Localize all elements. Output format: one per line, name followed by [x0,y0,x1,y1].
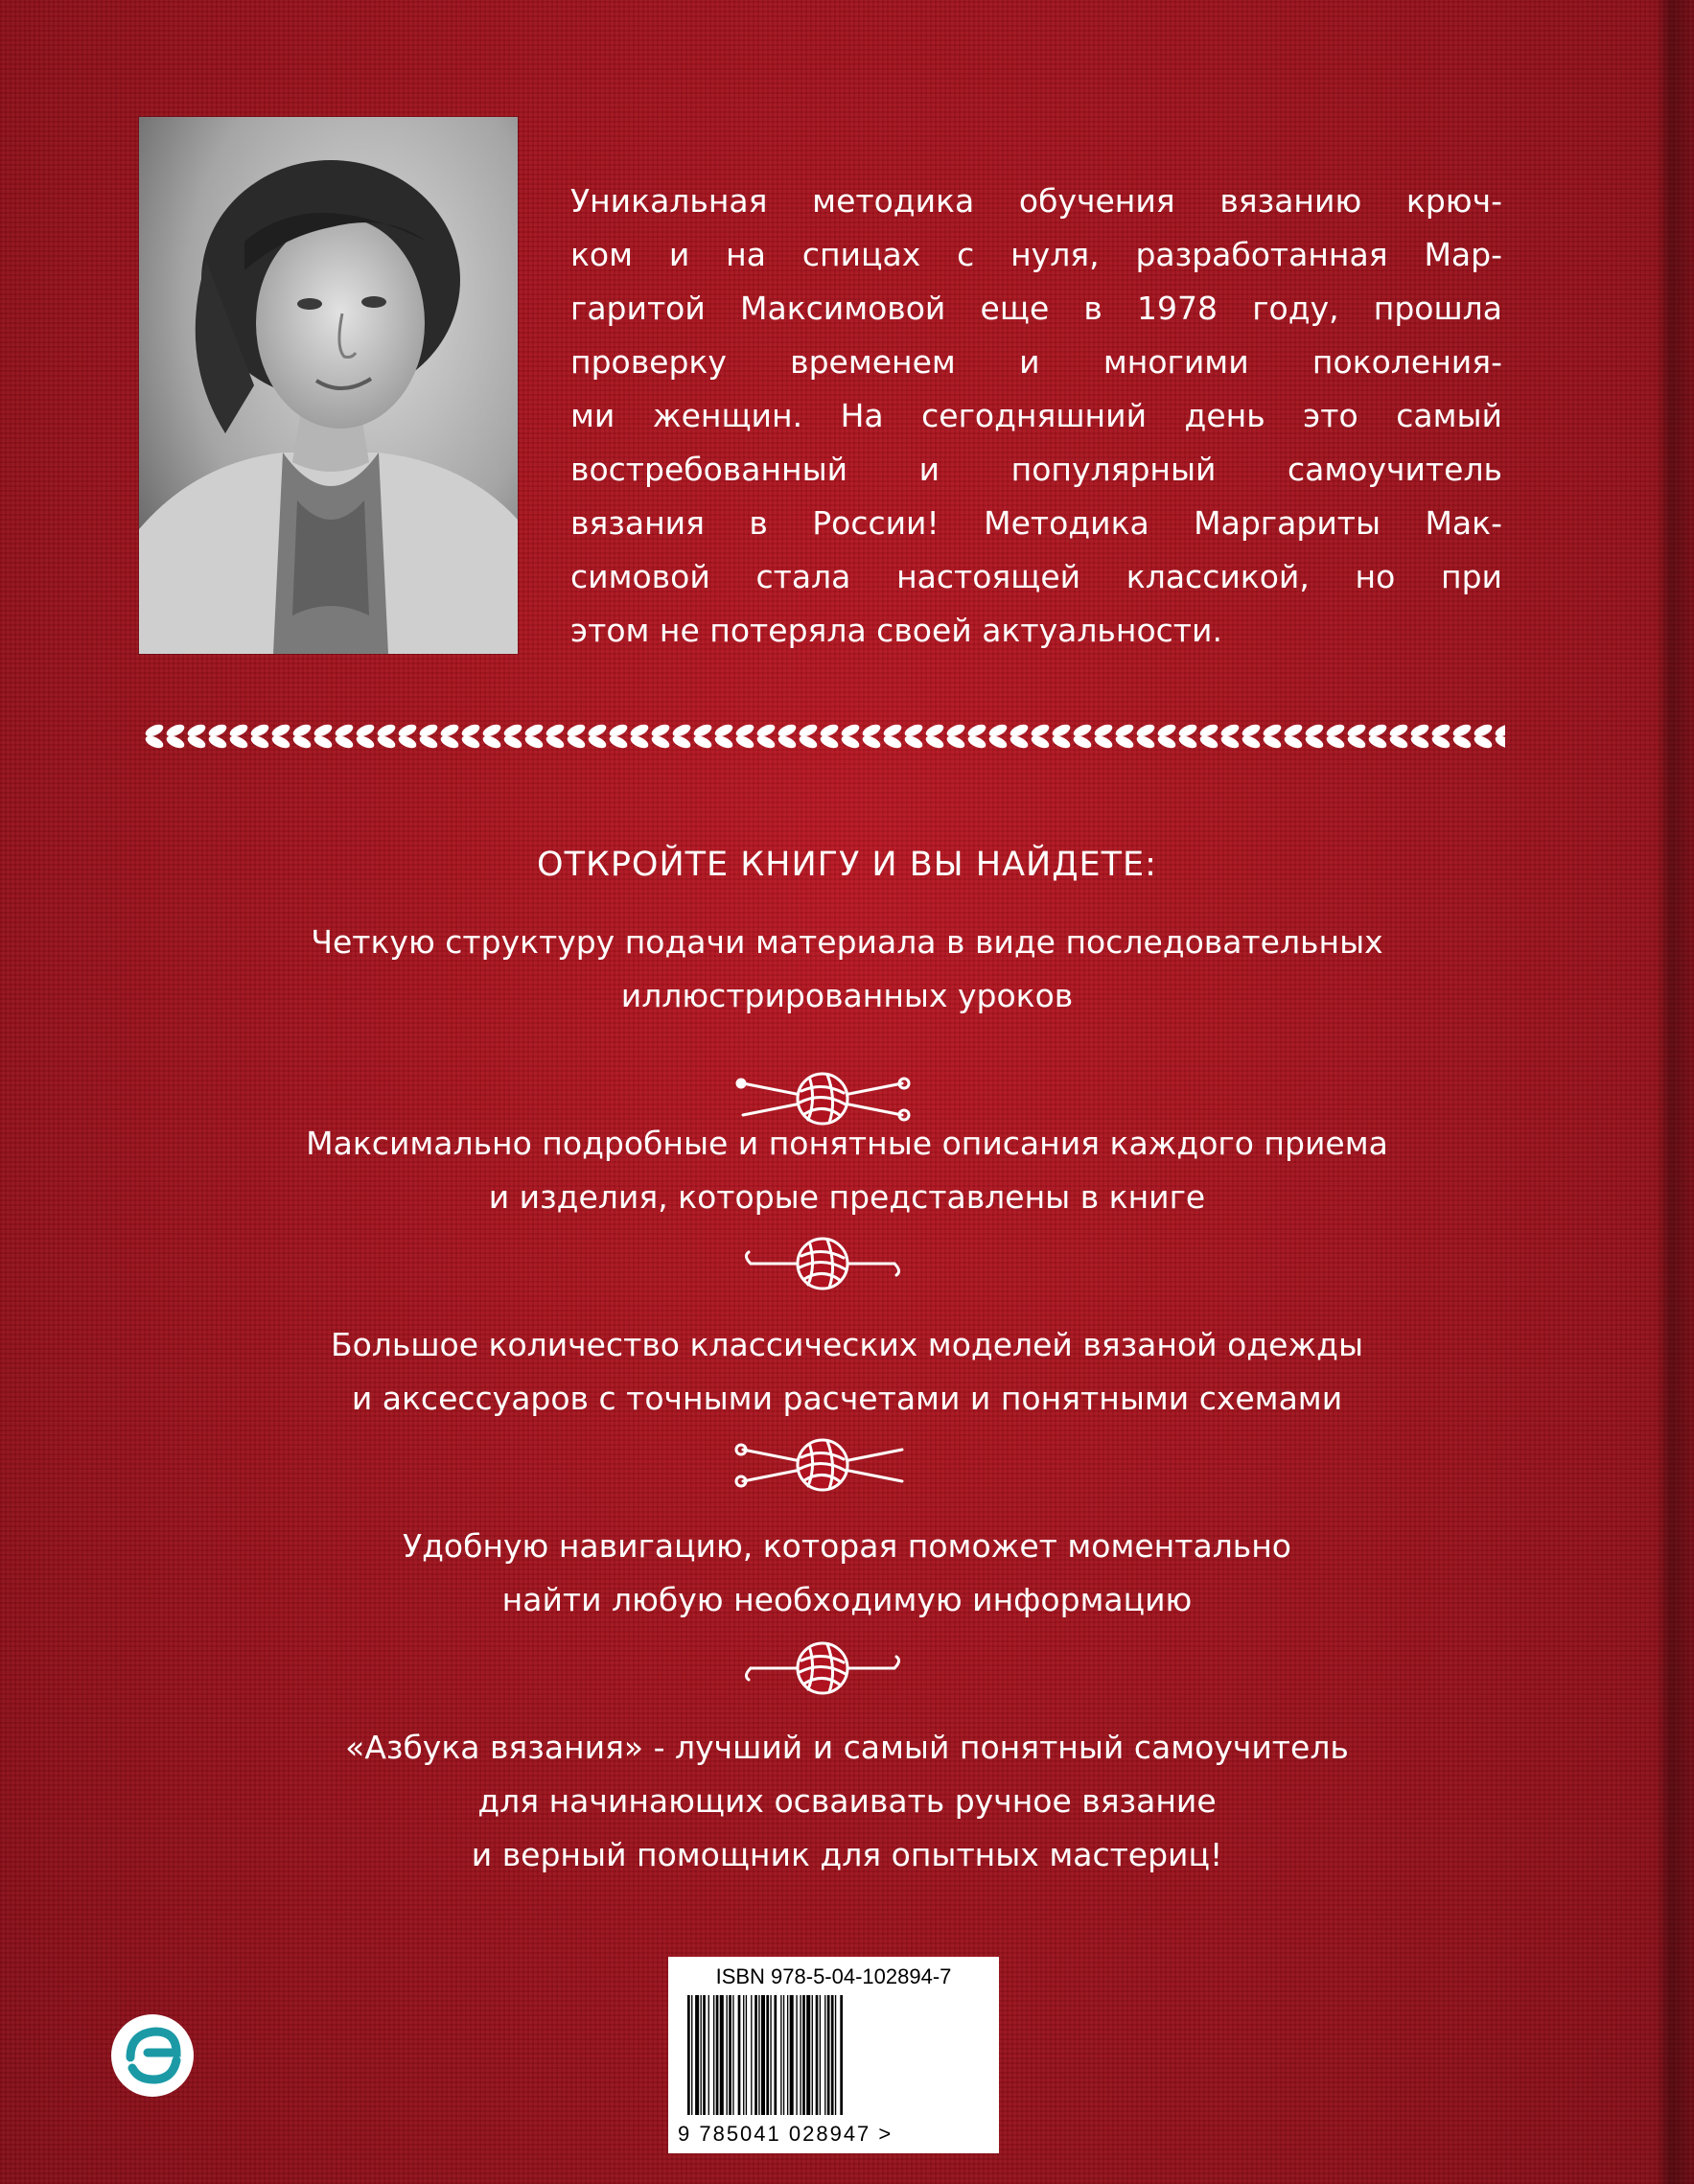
braid-stitch [1030,722,1051,739]
braid-stitch [840,722,861,739]
braid-stitch [650,733,671,751]
braid-stitch [1388,733,1409,751]
braid-stitch [587,733,608,751]
barcode-bar [738,1995,741,2115]
braid-stitch [1262,733,1283,751]
feature-line: Четкую структуру подачи материала в виде последовательных [311,923,1383,961]
intro-line: гаритой Максимовой еще в 1978 году, прошла [570,290,1502,327]
braid-stitch [186,722,207,739]
braid-stitch [1198,722,1219,739]
braid-stitch [376,733,397,751]
braid-stitch [1177,722,1198,739]
braid-stitch [692,722,713,739]
braid-stitch [1325,722,1346,739]
intro-line: ми женщин. На сегодняшний день это самый [570,397,1502,434]
braid-stitch [1114,722,1135,739]
braid-stitch [186,733,207,751]
intro-line: симовой стала настоящей классикой, но при [570,558,1502,595]
barcode-bar [812,1995,813,2115]
braid-stitch [798,722,819,739]
braid-stitch [397,733,418,751]
braid-stitch [1219,733,1241,751]
braid-stitch [1093,733,1114,751]
eksmo-logo-icon [109,2012,196,2099]
feature-item [0,1721,1694,1882]
braid-stitch [313,733,334,751]
braid-stitch [1135,722,1156,739]
braid-stitch [207,722,228,739]
barcode-digits: 9 785041 028947 > [678,2122,893,2146]
isbn-label: ISBN 978-5-04-102894-7 [715,1964,952,1988]
braid-stitch [1009,722,1030,739]
braid-stitch [1156,722,1177,739]
braid-stitch [1367,733,1388,751]
barcode-bar [716,1995,719,2115]
braid-stitch [629,733,650,751]
author-portrait-illustration [139,117,518,654]
braid-stitch [1325,733,1346,751]
barcode-bar [708,1995,709,2115]
braid-stitch [987,722,1009,739]
braid-stitch [1473,722,1494,739]
braid-stitch [671,722,692,739]
braid-stitch [144,722,165,739]
braid-stitch [1009,733,1030,751]
braid-stitch [650,722,671,739]
barcode-bar [727,1995,728,2115]
braid-stitch [1304,722,1325,739]
braid-stitch [1346,733,1367,751]
braid-stitch [608,733,629,751]
braid-stitch [1241,722,1262,739]
barcode-bar [751,1995,752,2115]
braid-stitch [1135,733,1156,751]
braid-stitch [840,733,861,751]
braid-stitch [502,722,523,739]
braid-stitch [882,733,903,751]
braid-stitch [1093,722,1114,739]
braid-stitch [734,733,755,751]
braid-stitch [144,733,165,751]
barcode-bar [761,1995,765,2115]
braid-stitch [1451,722,1473,739]
feature-line: найти любую необходимую информацию [501,1581,1193,1618]
feature-line: и аксессуаров с точными расчетами и понятными схемами [351,1380,1343,1417]
braid-stitch [1241,733,1262,751]
braid-stitch [1051,722,1072,739]
barcode-bar [783,1995,784,2115]
braid-stitch [798,733,819,751]
braid-stitch [291,722,313,739]
barcode-bar [780,1995,781,2115]
barcode-bar [820,1995,821,2115]
feature-line: «Азбука вязания» - лучший и самый понятный самоучитель [345,1729,1349,1766]
braid-stitch [755,733,777,751]
feature-item [0,1520,1694,1627]
braid-stitch [270,733,291,751]
braid-stitch [1430,722,1451,739]
barcode-bar [824,1995,825,2115]
braid-stitch [249,722,270,739]
braid-stitch [608,722,629,739]
braid-stitch [376,722,397,739]
braid-stitch [334,733,355,751]
barcode-bar [743,1995,744,2115]
barcode [687,1995,980,2120]
braid-stitch [713,722,734,739]
braid-stitch [1072,722,1093,739]
feature-line: и изделия, которые представлены в книге [488,1178,1206,1216]
braid-stitch [1262,722,1283,739]
braid-stitch [1346,722,1367,739]
braid-stitch [1473,733,1494,751]
barcode-bar [840,1995,843,2115]
braid-stitch [819,722,840,739]
intro-line: вязания в России! Методика Маргариты Мак- [570,504,1502,542]
crochet-hook-yarn-icon [731,1227,914,1300]
barcode-bar [713,1995,714,2115]
barcode-bar [687,1995,690,2115]
feature-line: Большое количество классических моделей вязаной одежды [330,1326,1364,1363]
braid-stitch [1430,733,1451,751]
braid-stitch [861,722,882,739]
braid-stitch [903,722,924,739]
braid-stitch [1304,733,1325,751]
braid-stitch [966,733,987,751]
braid-stitch [165,733,186,751]
braid-stitch [334,722,355,739]
barcode-bar [691,1995,692,2115]
braid-stitch [777,733,798,751]
braid-stitch [819,733,840,751]
braid-stitch [566,733,587,751]
braid-stitch [692,733,713,751]
braid-stitch [1283,722,1304,739]
feature-line: Удобную навигацию, которая поможет моментально [402,1527,1291,1565]
braid-stitch [1494,733,1505,751]
barcode-bar [729,1995,731,2115]
braid-stitch [587,722,608,739]
braid-stitch [755,722,777,739]
braid-stitch [1451,733,1473,751]
braid-stitch [291,733,313,751]
barcode-bar [802,1995,805,2115]
braid-stitch [861,733,882,751]
barcode-bar [806,1995,810,2115]
braid-stitch [270,722,291,739]
intro-paragraph [570,174,1502,658]
feature-line: и верный помощник для опытных мастериц! [471,1836,1223,1873]
braid-stitch [903,733,924,751]
braid-stitch [1177,733,1198,751]
braid-stitch [1156,733,1177,751]
barcode-bar [766,1995,769,2115]
barcode-bar [754,1995,757,2115]
braid-stitch [481,722,502,739]
braid-stitch [966,722,987,739]
crochet-hook-yarn-icon [731,1632,914,1705]
braid-stitch [777,722,798,739]
braid-stitch [1072,733,1093,751]
barcode-bar [695,1995,699,2115]
braid-stitch [460,722,481,739]
braid-stitch [460,733,481,751]
barcode-bar [800,1995,801,2115]
feature-line: иллюстрированных уроков [620,977,1074,1014]
barcode-bar [816,1995,819,2115]
braid-stitch [1283,733,1304,751]
barcode-bar [770,1995,771,2115]
barcode-bar [787,1995,788,2115]
braid-stitch [502,733,523,751]
barcode-bar [758,1995,759,2115]
knitting-needles-yarn-icon [731,1429,914,1501]
braid-stitch [1367,722,1388,739]
braid-stitch [1198,733,1219,751]
intro-line: востребованный и популярный самоучитель [570,451,1502,488]
barcode-bar [835,1995,836,2115]
braid-stitch [249,733,270,751]
braid-stitch [713,733,734,751]
braid-stitch [882,722,903,739]
barcode-bar [732,1995,733,2115]
braid-stitch [545,722,566,739]
intro-line: ком и на спицах с нуля, разработанная Мар- [570,236,1502,273]
braid-stitch [523,733,545,751]
braid-stitch [439,722,460,739]
braid-divider [144,721,1505,752]
braid-stitch [418,733,439,751]
braid-stitch [1114,733,1135,751]
barcode-bar [703,1995,706,2115]
braid-stitch [313,722,334,739]
intro-line: этом не потеряла своей актуальности. [570,612,1222,649]
author-photo [139,117,518,654]
braid-stitch [481,733,502,751]
braid-stitch [945,733,966,751]
feature-line: для начинающих осваивать ручное вязание [477,1782,1217,1820]
braid-stitch [945,722,966,739]
braid-stitch [1388,722,1409,739]
braid-stitch [523,722,545,739]
braid-stitch [1030,733,1051,751]
braid-stitch [1409,722,1430,739]
braid-stitch [355,733,376,751]
braid-stitch [671,733,692,751]
intro-line: проверку временем и многими поколения- [570,343,1502,381]
braid-stitch [629,722,650,739]
braid-stitch [734,722,755,739]
section-heading: ОТКРОЙТЕ КНИГУ И ВЫ НАЙДЕТЕ: [537,846,1157,884]
barcode-bar [774,1995,777,2115]
braid-stitch [355,722,376,739]
barcode-bar [790,1995,794,2115]
braid-stitch [1219,722,1241,739]
braid-stitch [207,733,228,751]
braid-stitch [165,722,186,739]
barcode-bar [720,1995,724,2115]
barcode-bar [701,1995,702,2115]
feature-item [0,1318,1694,1426]
braid-stitch [924,733,945,751]
barcode-bar [796,1995,797,2115]
barcode-bar [746,1995,747,2115]
braid-stitch [439,733,460,751]
braid-stitch [566,722,587,739]
braid-stitch [987,733,1009,751]
braid-stitch [1051,733,1072,751]
feature-item [0,1117,1694,1224]
intro-line: Уникальная методика обучения вязанию крюч- [570,182,1502,220]
braid-stitch [228,733,249,751]
braid-stitch [418,722,439,739]
feature-line: Максимально подробные и понятные описания каждого приема [306,1125,1388,1162]
barcode-bar [831,1995,834,2115]
isbn-barcode-box [668,1957,999,2153]
braid-stitch [924,722,945,739]
feature-item [0,916,1694,1023]
braid-stitch [545,733,566,751]
braid-stitch [1409,733,1430,751]
braid-stitch [228,722,249,739]
braid-stitch [397,722,418,739]
barcode-bar [827,1995,830,2115]
